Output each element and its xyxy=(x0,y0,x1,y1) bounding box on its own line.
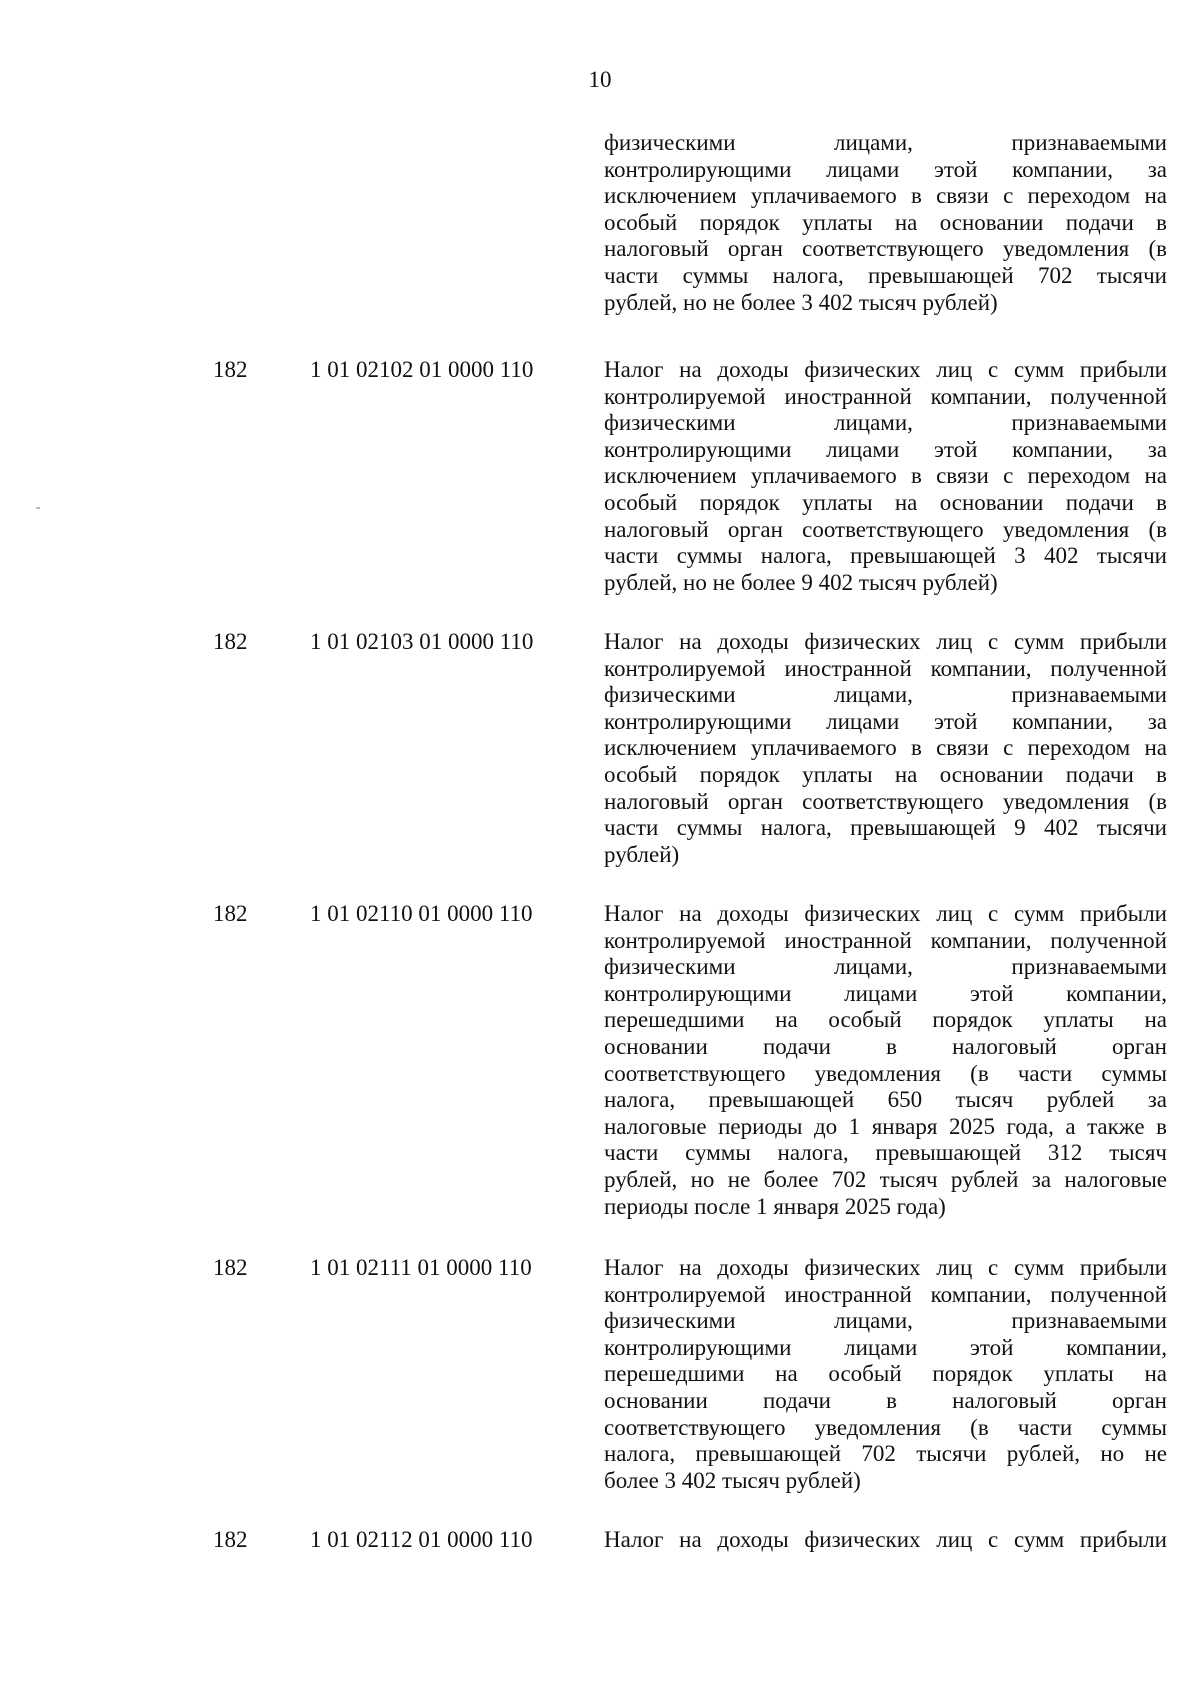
text-line: контролирующими лицами этой компании, за xyxy=(604,436,1167,462)
row-description xyxy=(604,357,1167,596)
admin-code: 182 xyxy=(213,1255,248,1280)
text-line: контролируемой иностранной компании, полученной xyxy=(604,383,1167,409)
text-line: Налог на доходы физических лиц с сумм прибыли xyxy=(604,629,1167,654)
text-line: физическими лицами, признаваемыми xyxy=(604,954,1167,980)
text-line: Налог на доходы физических лиц с сумм прибыли xyxy=(604,1527,1167,1552)
row-description xyxy=(604,1527,1167,1554)
text-line: контролируемой иностранной компании, полученной xyxy=(604,927,1167,953)
admin-code: 182 xyxy=(213,901,248,926)
text-line: части суммы налога, превышающей 702 тысячи xyxy=(604,262,1167,288)
text-line: особый порядок уплаты на основании подачи в xyxy=(604,489,1167,515)
text-line: контролируемой иностранной компании, полученной xyxy=(604,655,1167,681)
kbk-code: 1 01 02112 01 0000 110 xyxy=(310,1527,533,1552)
text-line: соответствующего уведомления (в части суммы xyxy=(604,1414,1167,1440)
admin-code: 182 xyxy=(213,629,248,654)
text-line: исключением уплачиваемого в связи с переходом на xyxy=(604,463,1167,489)
admin-code: 182 xyxy=(213,357,248,382)
text-line: налога, превышающей 702 тысячи рублей, но не xyxy=(604,1441,1167,1467)
text-line: периоды после 1 января 2025 года) xyxy=(604,1193,946,1219)
text-line: соответствующего уведомления (в части суммы xyxy=(604,1060,1167,1086)
row-description xyxy=(604,629,1167,868)
kbk-code: 1 01 02102 01 0000 110 xyxy=(310,357,534,382)
kbk-code: 1 01 02110 01 0000 110 xyxy=(310,901,533,926)
text-line: Налог на доходы физических лиц с сумм прибыли xyxy=(604,357,1167,382)
text-line: налоговый орган соответствующего уведомления (в xyxy=(604,788,1167,814)
text-line: налога, превышающей 650 тысяч рублей за xyxy=(604,1087,1167,1113)
text-line: контролирующими лицами этой компании, xyxy=(604,1334,1167,1360)
kbk-code: 1 01 02103 01 0000 110 xyxy=(310,629,534,654)
text-line: физическими лицами, признаваемыми xyxy=(604,682,1167,708)
text-line: физическими лицами, признаваемыми xyxy=(604,1308,1167,1334)
text-line: исключением уплачиваемого в связи с переходом на xyxy=(604,735,1167,761)
text-line: основании подачи в налоговый орган xyxy=(604,1387,1167,1413)
text-line: особый порядок уплаты на основании подачи в xyxy=(604,209,1167,235)
text-line: части суммы налога, превышающей 312 тысяч xyxy=(604,1140,1167,1166)
continuation-text xyxy=(604,130,1167,316)
text-line: перешедшими на особый порядок уплаты на xyxy=(604,1361,1167,1387)
kbk-code: 1 01 02111 01 0000 110 xyxy=(310,1255,532,1280)
text-line: физическими лицами, признаваемыми xyxy=(604,130,1167,155)
text-line: налоговый орган соответствующего уведомления (в xyxy=(604,516,1167,542)
text-line: более 3 402 тысяч рублей) xyxy=(604,1467,861,1493)
text-line: рублей, но не более 9 402 тысяч рублей) xyxy=(604,569,998,595)
text-line: основании подачи в налоговый орган xyxy=(604,1033,1167,1059)
text-line: рублей, но не более 3 402 тысяч рублей) xyxy=(604,289,998,315)
text-line: рублей, но не более 702 тысяч рублей за налоговые xyxy=(604,1166,1167,1192)
text-line: контролирующими лицами этой компании, за xyxy=(604,708,1167,734)
text-line: части суммы налога, превышающей 3 402 тысячи xyxy=(604,543,1167,569)
text-line: контролируемой иностранной компании, полученной xyxy=(604,1281,1167,1307)
text-line: контролирующими лицами этой компании, xyxy=(604,980,1167,1006)
text-line: налоговый орган соответствующего уведомления (в xyxy=(604,236,1167,262)
text-line: особый порядок уплаты на основании подачи в xyxy=(604,761,1167,787)
text-line: физическими лицами, признаваемыми xyxy=(604,410,1167,436)
text-line: части суммы налога, превышающей 9 402 тысячи xyxy=(604,815,1167,841)
text-line: налоговые периоды до 1 января 2025 года, а также в xyxy=(604,1113,1167,1139)
text-line: рублей) xyxy=(604,841,680,867)
text-line: Налог на доходы физических лиц с сумм прибыли xyxy=(604,901,1167,926)
text-line: контролирующими лицами этой компании, за xyxy=(604,156,1167,182)
scan-artifact xyxy=(36,507,40,509)
row-description xyxy=(604,901,1167,1220)
admin-code: 182 xyxy=(213,1527,248,1552)
text-line: Налог на доходы физических лиц с сумм прибыли xyxy=(604,1255,1167,1280)
text-line: исключением уплачиваемого в связи с переходом на xyxy=(604,183,1167,209)
row-description xyxy=(604,1255,1167,1494)
text-line: перешедшими на особый порядок уплаты на xyxy=(604,1007,1167,1033)
page-number: 10 xyxy=(588,67,612,92)
